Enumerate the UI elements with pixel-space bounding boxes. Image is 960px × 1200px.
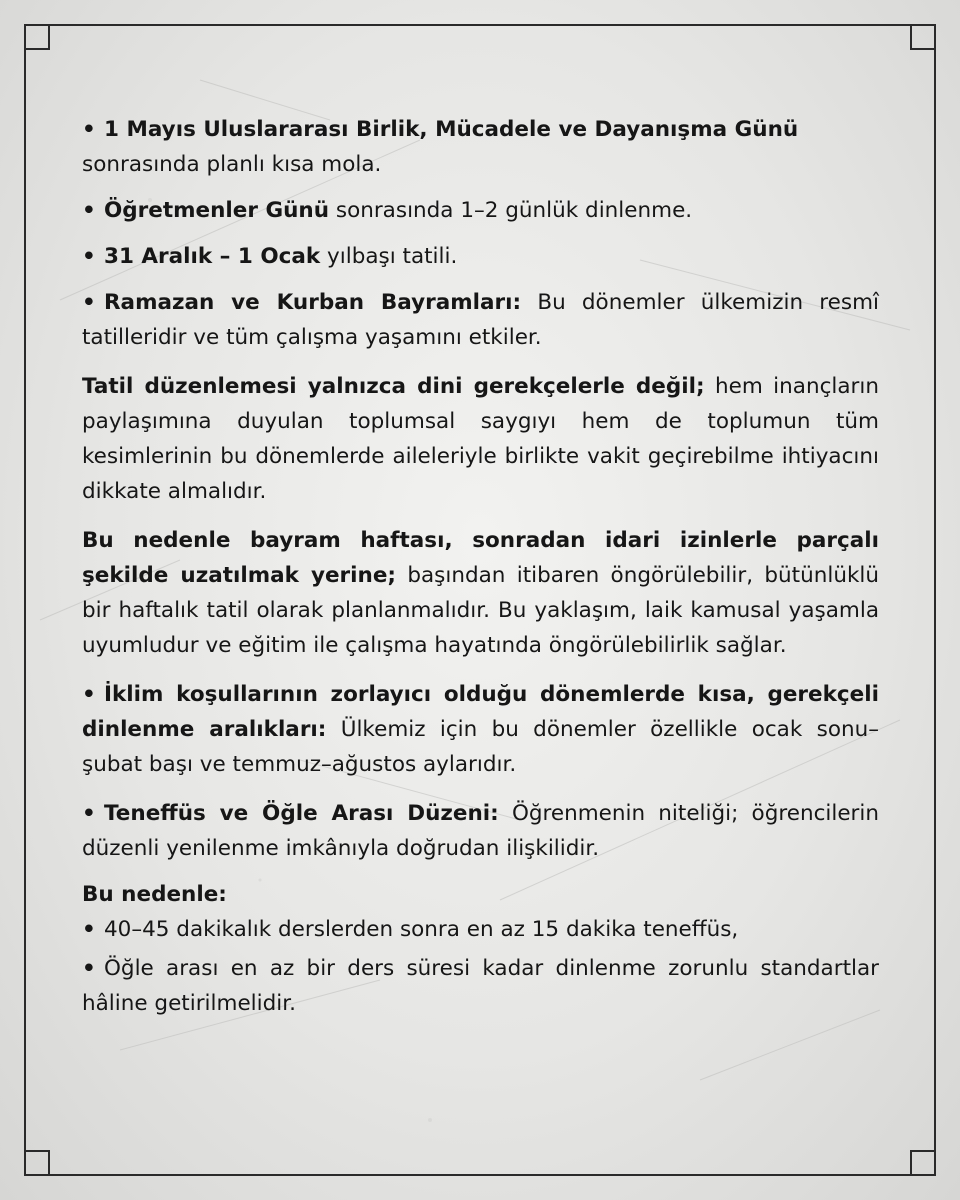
list-item-text: yılbaşı tatili.: [320, 244, 458, 269]
corner-ornament-top-right: [910, 24, 936, 50]
list-item-bold: 31 Aralık – 1 Ocak: [104, 244, 321, 269]
list-item-bold: Teneffüs ve Öğle Arası Düzeni:: [104, 801, 499, 826]
list-item-bold: Ramazan ve Kurban Bayramları:: [104, 290, 522, 315]
conclusion-heading: Bu nedenle:: [82, 882, 227, 907]
corner-ornament-bottom-left: [24, 1150, 50, 1176]
list-item-text: Öğrenmenin niteliği; öğrencilerin düzenli yenilenme imkânıyla doğrudan ilişkilidir.: [82, 801, 880, 861]
list-item-teneffus: [82, 796, 879, 866]
list-item-text: sonrasında planlı kısa mola.: [82, 152, 382, 177]
conclusion-item: • 40–45 dakikalık derslerden sonra en az 15 dakika teneffüs,: [82, 912, 879, 947]
paragraph-bold: Bu nedenle bayram haftası, sonradan idari izinlerle parçalı şekilde uzatılmak yerine;: [82, 528, 879, 588]
list-item-bold: 1 Mayıs Uluslararası Birlik, Mücadele ve Dayanışma Günü: [104, 117, 799, 142]
list-item-bold: İklim koşullarının zorlayıcı olduğu dönemlerde kısa, gerekçeli dinlenme aralıkları:: [82, 682, 879, 742]
paragraph-text: başından itibaren öngörülebilir, bütünlüklü bir haftalık tatil olarak planlanmalıdır. Bu yaklaşım, laik kamusal yaşamla uyumludur ve eğitim ile çalışma hayatında öngörülebilirlik sağlar.: [82, 563, 879, 658]
paragraph-bayram-haftasi: [82, 523, 879, 663]
list-item-text: Ülkemiz için bu dönemler özellikle ocak sonu–şubat başı ve temmuz–ağustos aylarıdır.: [82, 717, 879, 777]
paragraph-tatil: [82, 369, 879, 509]
list-item-bayramlar: [82, 285, 879, 355]
corner-ornament-bottom-right: [910, 1150, 936, 1176]
document-body: [82, 112, 879, 1021]
list-item-yilbasi: [82, 239, 879, 274]
list-item-bold: Öğretmenler Günü: [104, 198, 330, 223]
corner-ornament-top-left: [24, 24, 50, 50]
paragraph-bold: Tatil düzenlemesi yalnızca dini gerekçelerle değil;: [82, 374, 705, 399]
conclusion-item: • Öğle arası en az bir ders süresi kadar dinlenme zorunlu standartlar hâline getirilmelidir.: [82, 951, 879, 1021]
list-item-iklim: [82, 677, 879, 782]
list-item-text: sonrasında 1–2 günlük dinlenme.: [329, 198, 693, 223]
paragraph-text: hem inançların paylaşımına duyulan toplumsal saygıyı hem de toplumun tüm kesimlerinin bu dönemlerde aileleriyle birlikte vakit geçirebilme ihtiyacını dikkate almalıdır.: [82, 374, 879, 504]
list-item-mayis: [82, 112, 879, 182]
list-item-ogretmenler: [82, 193, 879, 228]
list-item-text: Bu dönemler ülkemizin resmî tatilleridir ve tüm çalışma yaşamını etkiler.: [82, 290, 879, 350]
